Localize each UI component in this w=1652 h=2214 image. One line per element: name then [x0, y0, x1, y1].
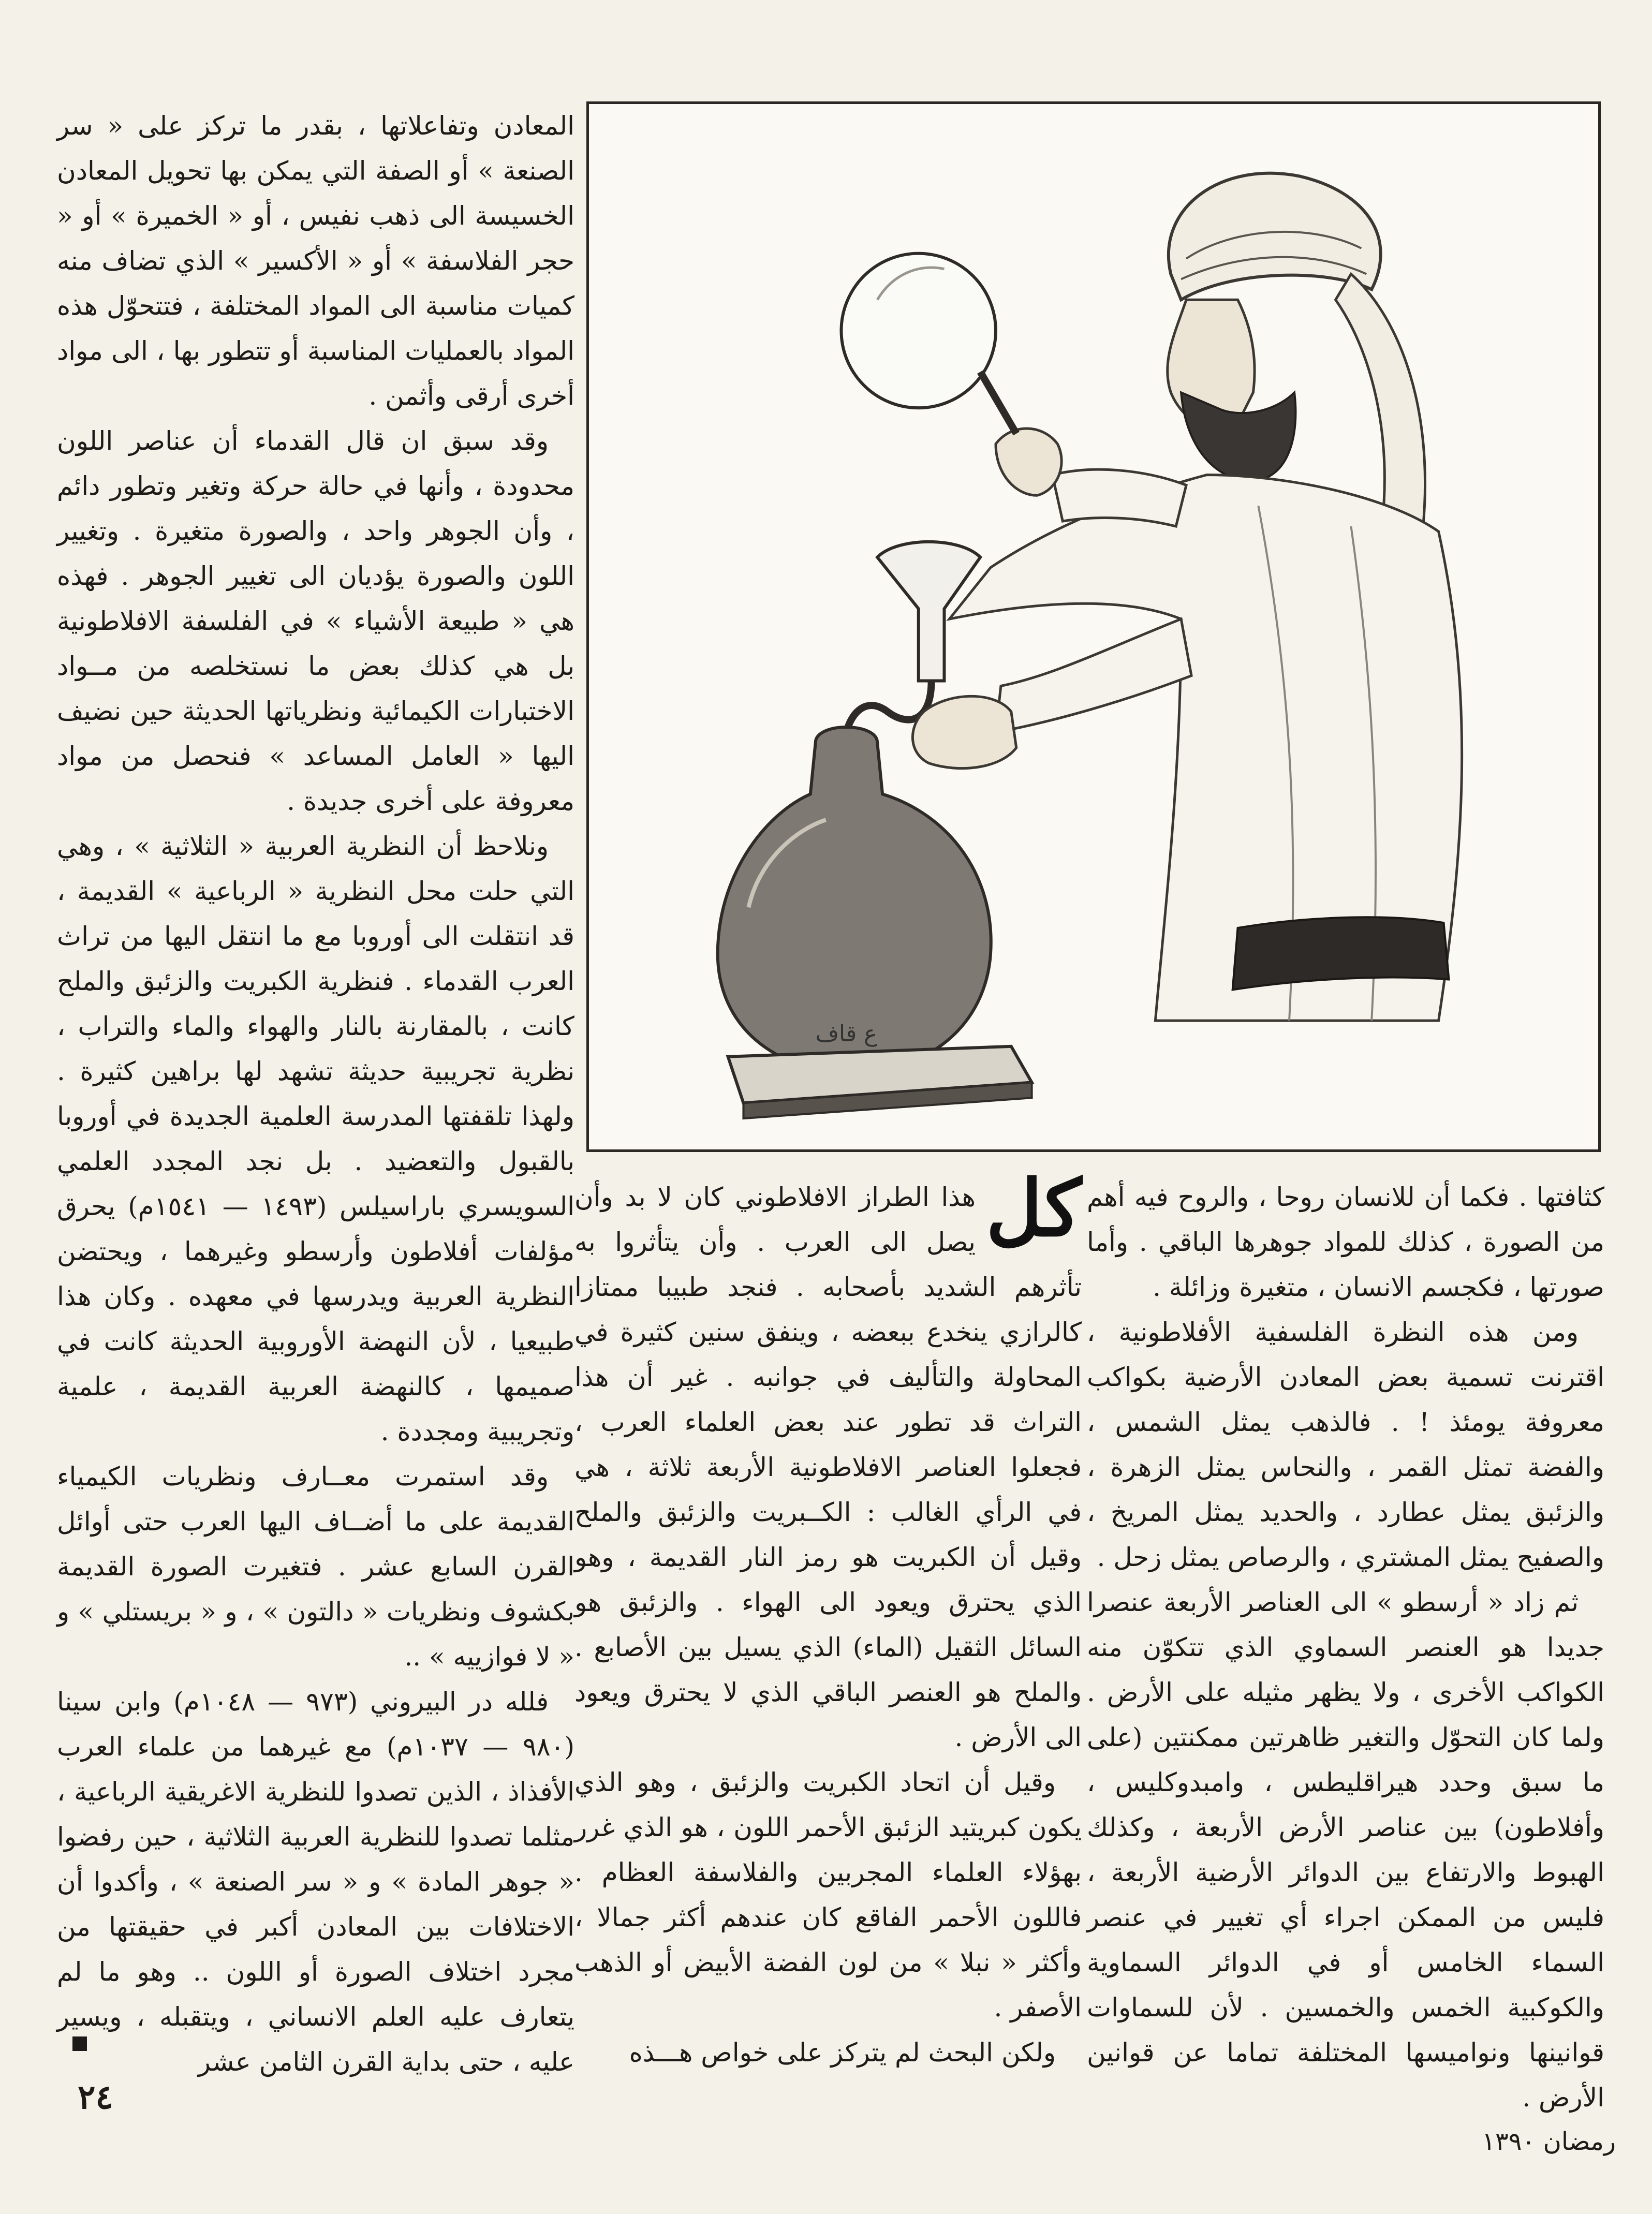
alchemist-illustration	[586, 101, 1601, 1152]
paragraph: وقيل أن اتحاد الكبريت والزئبق ، وهو الذي يكون كبريتيد الزئبق الأحمر اللون ، هو الذي غرر بهؤلاء العلماء المجربين والفلاسفة العظام . فاللون الأحمر الفاقع كان عندهم أكثر جمالا ، وأكثر « نبلا » من لون الفضة الأبيض أو الذهب الأصفر .	[574, 1767, 1082, 2023]
paragraph: ولكن البحث لم يتركز على خواص هـــذه	[629, 2038, 1056, 2068]
paragraph	[574, 1163, 1082, 1760]
drop-cap: كل	[985, 1163, 1082, 1254]
alchemist-drawing	[589, 104, 1598, 1149]
paragraph: المعادن وتفاعلاتها ، بقدر ما تركز على « سر الصنعة » أو الصفة التي يمكن بها تحويل المعادن الخسيسة الى ذهب نفيس ، أو « الخميرة » أو « حجر الفلاسفة » أو « الأكسير » الذي تضاف منه كميات مناسبة الى المواد المختلفة ، فتتحوّل هذه المواد بالعمليات المناسبة أو تتطور بها ، الى مواد أخرى أرقى وأثمن .	[57, 111, 574, 411]
issue-date: رمضان ١٣٩٠	[1482, 2127, 1616, 2156]
paragraph: وقد سبق ان قال القدماء أن عناصر اللون محدودة ، وأنها في حالة حركة وتغير وتطور دائم ، وأن الجوهر واحد ، والصورة متغيرة . وتغيير اللون والصورة يؤديان الى تغيير الجوهر . فهذه هي « طبيعة الأشياء » في الفلسفة الافلاطونية بل هي كذلك بعض ما نستخلصه من مــواد الاختبارات الكيمائية ونظرياتها الحديثة حين نضيف اليها « العامل المساعد » فنحصل من مواد معروفة على أخرى جديدة .	[57, 426, 574, 816]
paragraph: كثافتها . فكما أن للانسان روحا ، والروح فيه أهم من الصورة ، كذلك للمواد جوهرها الباقي . وأما صورتها ، فكجسم الانسان ، متغيرة وزائلة .	[1087, 1182, 1604, 1302]
paragraph: فلله در البيروني (٩٧٣ — ١٠٤٨م) وابن سينا (٩٨٠ — ١٠٣٧م) مع غيرهما من علماء العرب الأفذاذ ، الذين تصدوا للنظرية الاغريقية الرباعية ، مثلما تصدوا للنظرية العربية الثلاثية ، حين رفضوا « جوهر المادة » و « سر الصنعة » ، وأكدوا أن الاختلافات بين المعادن أكبر في حقيقتها من مجرد اختلاف الصورة أو اللون .. وهو ما لم يتعارف عليه العلم الانساني ، ويتقبله ، ويسير عليه ، حتى بداية القرن الثامن عشر	[57, 1687, 575, 2077]
paragraph: وقد استمرت معــارف ونظريات الكيمياء القديمة على ما أضــاف اليها العرب حتى أوائل القرن السابع عشر . فتغيرت الصورة القديمة بكشوف ونظريات « دالتون » ، و « بريستلي » و « لا فوازييه » ..	[57, 1462, 574, 1672]
text-column-left	[57, 104, 574, 2080]
page-number: ٢٤	[78, 2078, 113, 2117]
paragraph: ونلاحظ أن النظرية العربية « الثلاثية » ، وهي التي حلت محل النظرية « الرباعية » القديمة ، قد انتقلت الى أوروبا مع ما انتقل اليها من تراث العرب القدماء . فنظرية الكبريت والزئبق والملح كانت ، بالمقارنة بالنار والهواء والماء والتراب ، نظرية تجريبية حديثة تشهد لها براهين كثيرة . ولهذا تلقفتها المدرسة العلمية الجديدة في أوروبا بالقبول والتعضيد . بل نجد المجدد العلمي السويسري باراسيلس (١٤٩٣ — ١٥٤١م) يحرق مؤلفات أفلاطون وأرسطو وغيرهما ، ويحتضن النظرية العربية ويدرسها في معهده . وكان هذا طبيعيا ، لأن النهضة الأوروبية الحديثة كانت في صميمها ، كالنهضة العربية القديمة ، علمية وتجريبية ومجددة .	[57, 831, 574, 1447]
paragraph-text: هذا الطراز الافلاطوني كان لا بد وأن يصل الى العرب . وأن يتأثروا به تأثرهم الشديد بأصحابه . فنجد طبيبا ممتازا كالرازي ينخدع ببعضه ، وينفق سنين كثيرة في المحاولة والتأليف في جوانبه . غير أن هذا التراث قد تطور عند بعض العلماء العرب ، فجعلوا العناصر الافلاطونية الأربعة ثلاثة ، هي في الرأي الغالب : الكــبريت والزئبق والملح وقيل أن الكبريت هو رمز النار القديمة ، وهو الذي يحترق ويعود الى الهواء . والزئبق هو السائل الثقيل (الماء) الذي يسيل بين الأصابع . والملح هو العنصر الباقي الذي لا يحترق ويعود الى الأرض .	[574, 1182, 1082, 1752]
paragraph: ثم زاد « أرسطو » الى العناصر الأربعة عنصرا جديدا هو العنصر السماوي الذي تتكوّن منه الكواكب الأخرى ، ولا يظهر مثيله على الأرض . ولما كان التحوّل والتغير ظاهرتين ممكنتين (على ما سبق وحدد هيراقليطس ، وامبدوكليس ، وأفلاطون) بين عناصر الأرض الأربعة ، وكذلك الهبوط والارتفاع بين الدوائر الأرضية الأربعة ، فليس من الممكن اجراء أي تغيير في عنصر السماء الخامس أو في الدوائر السماوية والكوكبية الخمس والخمسين . لأن للسماوات قوانينها ونواميسها المختلفة تماما عن قوانين الأرض .	[1087, 1587, 1604, 2113]
end-of-article-mark	[72, 2036, 87, 2051]
paragraph: ومن هذه النظرة الفلسفية الأفلاطونية ، اقترنت تسمية بعض المعادن الأرضية بكواكب معروفة يومئذ ! . فالذهب يمثل الشمس ، والفضة تمثل القمر ، والنحاس يمثل الزهرة ، والزئبق يمثل عطارد ، والحديد يمثل المريخ ، والصفيح يمثل المشتري ، والرصاص يمثل زحل .	[1087, 1317, 1604, 1572]
text-column-middle	[574, 1163, 1082, 2080]
text-column-right	[1087, 1175, 1604, 2113]
artist-signature: ع قاف	[815, 1020, 878, 1047]
